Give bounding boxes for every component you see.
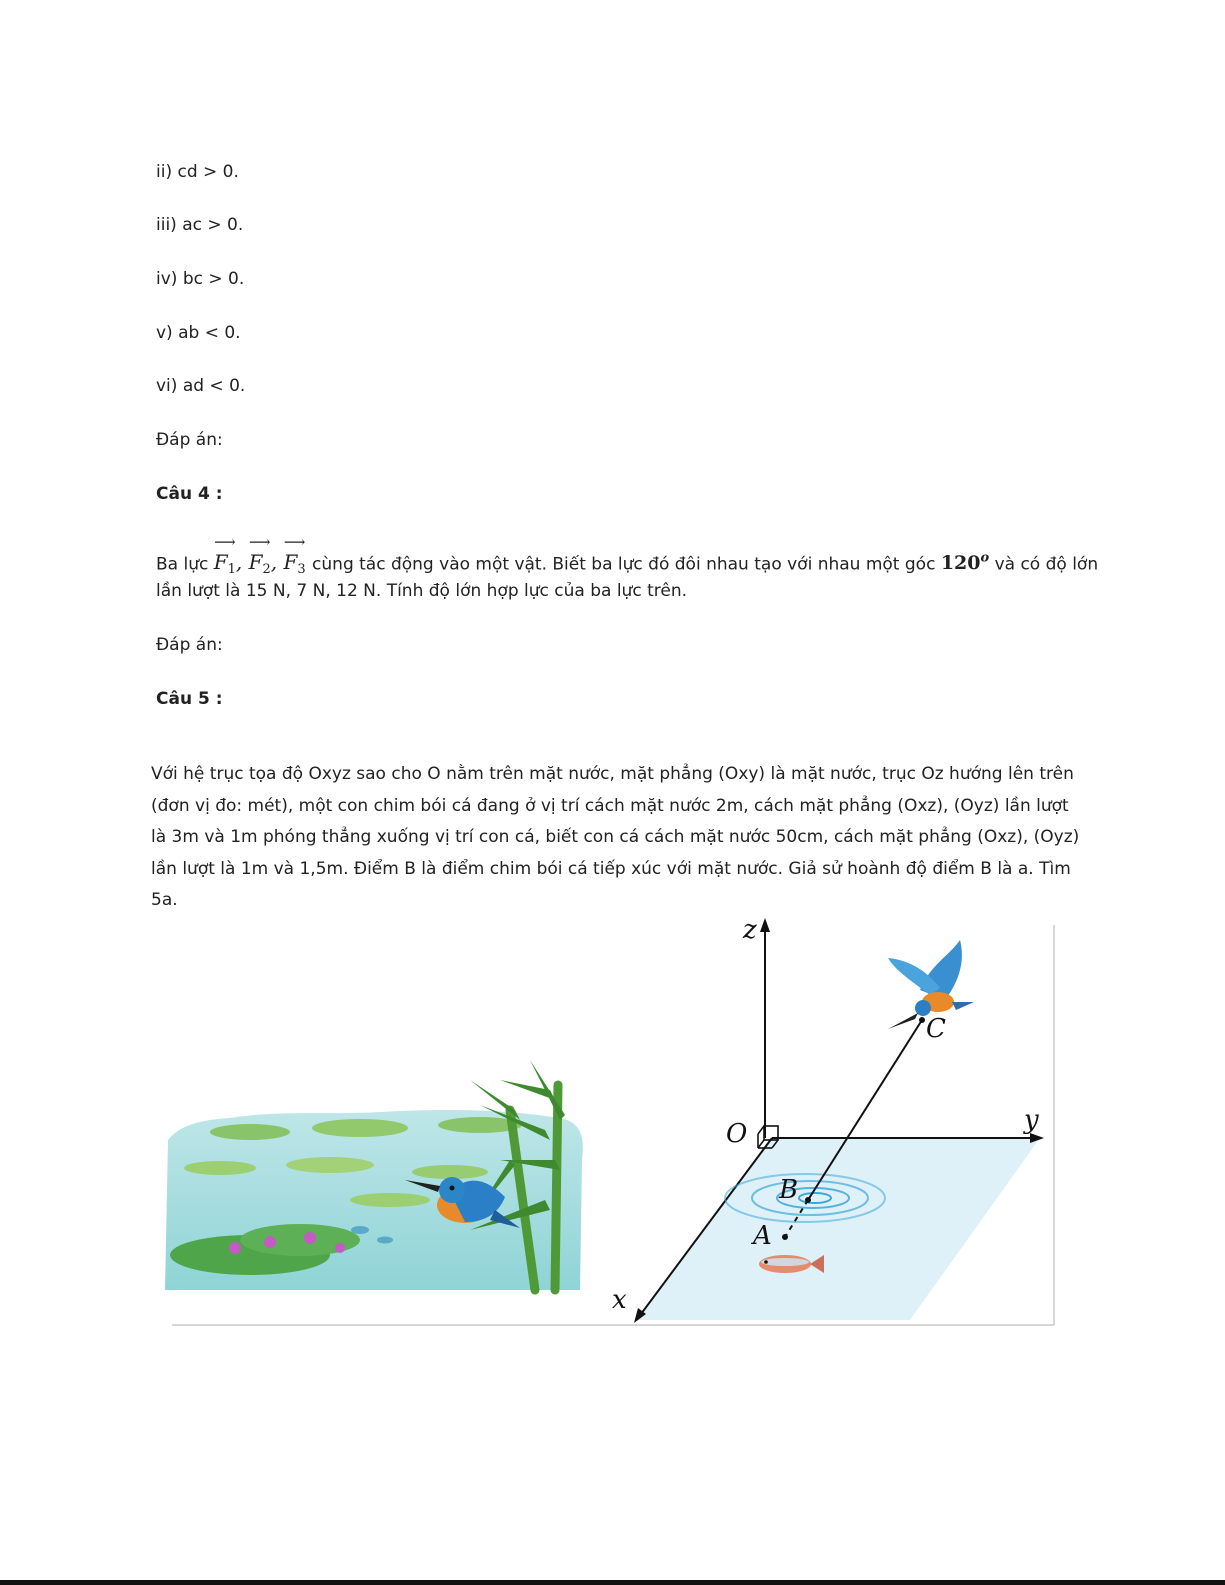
vector-f2: ⟶ $F_2$ xyxy=(248,533,271,578)
q4-middle: cùng tác động vào một vật. Biết ba lực đó đôi nhau tạo với nhau một góc xyxy=(312,554,936,575)
q4-prefix: Ba lực xyxy=(156,554,209,575)
vector-f3: ⟶ $F_3$ xyxy=(283,533,306,578)
item-iv: iv) bc > 0. xyxy=(156,269,245,289)
label-c: C xyxy=(926,1014,946,1044)
label-x: x xyxy=(612,1285,627,1315)
page-bottom-rule xyxy=(0,1580,1225,1585)
question-4-line-1 xyxy=(156,533,1099,581)
label-a: A xyxy=(753,1221,772,1251)
label-z: z xyxy=(743,915,757,945)
angle-value: 120$^o$ xyxy=(940,551,990,575)
pond-illustration xyxy=(165,1060,583,1290)
item-iii: iii) ac > 0. xyxy=(156,215,244,235)
water-plane xyxy=(638,1138,1040,1320)
label-b: B xyxy=(779,1175,799,1205)
answer-label-q4: Đáp án: xyxy=(156,635,223,655)
force-vectors: ⟶ $F_1$, ⟶ $F_2$, ⟶ $F_3$ xyxy=(214,550,312,574)
question-4-title: Câu 4 : xyxy=(156,484,223,504)
question-4-line-2: lần lượt là 15 N, 7 N, 12 N. Tính độ lớn hợp lực của ba lực trên. xyxy=(156,581,687,601)
q4-suffix: và có độ lớn xyxy=(994,554,1099,575)
item-vi: vi) ad < 0. xyxy=(156,376,246,396)
item-v: v) ab < 0. xyxy=(156,323,241,343)
question-5-title: Câu 5 : xyxy=(156,689,223,709)
kingfisher-figure xyxy=(160,910,1060,1330)
label-o: O xyxy=(726,1119,748,1149)
label-y: y xyxy=(1024,1105,1039,1135)
item-ii: ii) cd > 0. xyxy=(156,162,239,182)
question-5-paragraph: Với hệ trục tọa độ Oxyz sao cho O nằm trên mặt nước, mặt phẳng (Oxy) là mặt nước, trục Oz hướng lên trên (đơn vị đo: mét), một con chim bói cá đang ở vị trí cách mặt nước 2m, cách mặt phẳng (Oxz), (Oyz) lần lượt là 3m và 1m phóng thẳng xuống vị trí con cá, biết con cá cách mặt nước 50cm, cách mặt phẳng (Oxz), (Oyz) lần lượt là 1m và 1,5m. Điểm B là điểm chim bói cá tiếp xúc với mặt nước. Giả sử hoành độ điểm B là a. Tìm 5a. xyxy=(151,764,1080,910)
vector-f1: ⟶ $F_1$ xyxy=(213,533,236,578)
answer-label: Đáp án: xyxy=(156,430,223,450)
